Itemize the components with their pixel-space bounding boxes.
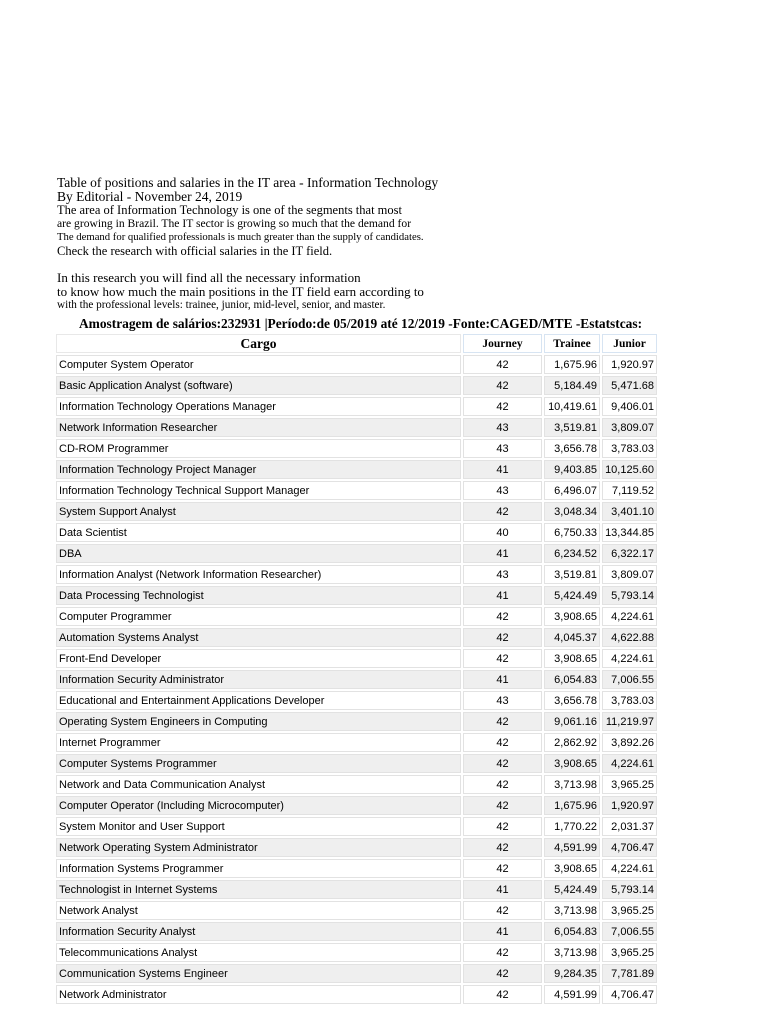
cell-junior: 4,706.47 — [602, 985, 657, 1004]
cell-trainee: 3,908.65 — [544, 859, 600, 878]
cell-trainee: 6,054.83 — [544, 670, 600, 689]
cell-journey: 42 — [463, 355, 542, 374]
table-row — [56, 418, 657, 437]
cell-cargo: Communication Systems Engineer — [56, 964, 461, 983]
cell-cargo: Network Operating System Administrator — [56, 838, 461, 857]
cell-cargo: Front-End Developer — [56, 649, 461, 668]
cell-trainee: 2,862.92 — [544, 733, 600, 752]
cell-cargo: Basic Application Analyst (software) — [56, 376, 461, 395]
table-row — [56, 712, 657, 731]
cell-cargo: Internet Programmer — [56, 733, 461, 752]
cell-journey: 43 — [463, 481, 542, 500]
cell-junior: 5,793.14 — [602, 586, 657, 605]
cell-journey: 42 — [463, 733, 542, 752]
cell-journey: 42 — [463, 901, 542, 920]
table-row — [56, 901, 657, 920]
article-byline: By Editorial - November 24, 2019 — [57, 189, 243, 204]
intro-line: with the professional levels: trainee, junior, mid-level, senior, and master. — [57, 299, 386, 311]
cell-trainee: 3,519.81 — [544, 565, 600, 584]
cell-cargo: DBA — [56, 544, 461, 563]
cell-trainee: 3,713.98 — [544, 943, 600, 962]
table-row — [56, 985, 657, 1004]
cell-trainee: 3,908.65 — [544, 649, 600, 668]
cell-trainee: 4,591.99 — [544, 985, 600, 1004]
cell-cargo: Network Administrator — [56, 985, 461, 1004]
cell-journey: 43 — [463, 439, 542, 458]
cell-junior: 4,706.47 — [602, 838, 657, 857]
cell-trainee: 3,713.98 — [544, 901, 600, 920]
cell-cargo: CD-ROM Programmer — [56, 439, 461, 458]
cell-journey: 43 — [463, 691, 542, 710]
cell-junior: 9,406.01 — [602, 397, 657, 416]
cell-junior: 4,622.88 — [602, 628, 657, 647]
cell-junior: 13,344.85 — [602, 523, 657, 542]
table-row — [56, 943, 657, 962]
cell-cargo: System Monitor and User Support — [56, 817, 461, 836]
cell-trainee: 5,184.49 — [544, 376, 600, 395]
cell-journey: 42 — [463, 964, 542, 983]
cell-journey: 42 — [463, 397, 542, 416]
header-junior: Junior — [602, 334, 657, 353]
table-caption: Amostragem de salários:232931 |Período:de 05/2019 até 12/2019 -Fonte:CAGED/MTE -Estatstcas: — [79, 316, 643, 331]
table-row — [56, 817, 657, 836]
cell-cargo: Network Analyst — [56, 901, 461, 920]
cell-junior: 7,781.89 — [602, 964, 657, 983]
cell-trainee: 3,048.34 — [544, 502, 600, 521]
table-row — [56, 628, 657, 647]
table-row — [56, 859, 657, 878]
cell-journey: 42 — [463, 376, 542, 395]
table-row — [56, 880, 657, 899]
cell-journey: 42 — [463, 607, 542, 626]
cell-junior: 3,892.26 — [602, 733, 657, 752]
cell-trainee: 3,656.78 — [544, 439, 600, 458]
intro-line: The demand for qualified professionals is much greater than the supply of candidates. — [57, 231, 424, 243]
cell-junior: 7,006.55 — [602, 922, 657, 941]
header-cargo: Cargo — [56, 334, 461, 353]
table-row — [56, 397, 657, 416]
cell-junior: 3,809.07 — [602, 565, 657, 584]
cell-cargo: Computer System Operator — [56, 355, 461, 374]
cell-cargo: Technologist in Internet Systems — [56, 880, 461, 899]
cell-junior: 6,322.17 — [602, 544, 657, 563]
cell-junior: 10,125.60 — [602, 460, 657, 479]
table-row — [56, 565, 657, 584]
cell-junior: 3,809.07 — [602, 418, 657, 437]
header-trainee: Trainee — [544, 334, 600, 353]
cell-journey: 40 — [463, 523, 542, 542]
cell-junior: 7,006.55 — [602, 670, 657, 689]
cell-trainee: 3,519.81 — [544, 418, 600, 437]
table-row — [56, 460, 657, 479]
cell-journey: 41 — [463, 922, 542, 941]
cell-junior: 1,920.97 — [602, 355, 657, 374]
cell-journey: 42 — [463, 943, 542, 962]
cell-cargo: Computer Operator (Including Microcomputer) — [56, 796, 461, 815]
table-row — [56, 376, 657, 395]
cell-trainee: 4,591.99 — [544, 838, 600, 857]
salary-table — [54, 332, 659, 1006]
cell-junior: 3,965.25 — [602, 901, 657, 920]
table-row — [56, 796, 657, 815]
cell-cargo: Data Processing Technologist — [56, 586, 461, 605]
cell-trainee: 5,424.49 — [544, 880, 600, 899]
cell-cargo: Information Security Administrator — [56, 670, 461, 689]
cell-junior: 1,920.97 — [602, 796, 657, 815]
cell-junior: 3,965.25 — [602, 775, 657, 794]
cell-trainee: 1,770.22 — [544, 817, 600, 836]
cell-journey: 42 — [463, 628, 542, 647]
cell-junior: 4,224.61 — [602, 859, 657, 878]
cell-junior: 3,783.03 — [602, 691, 657, 710]
table-row — [56, 754, 657, 773]
cell-junior: 5,793.14 — [602, 880, 657, 899]
intro-line: The area of Information Technology is one of the segments that most — [57, 203, 402, 217]
cell-junior: 3,965.25 — [602, 943, 657, 962]
cell-journey: 41 — [463, 880, 542, 899]
cell-trainee: 10,419.61 — [544, 397, 600, 416]
cell-journey: 42 — [463, 502, 542, 521]
cell-cargo: Automation Systems Analyst — [56, 628, 461, 647]
table-row — [56, 838, 657, 857]
cell-journey: 41 — [463, 586, 542, 605]
cell-cargo: Information Analyst (Network Information Researcher) — [56, 565, 461, 584]
article-intro — [57, 176, 497, 312]
cell-cargo: Educational and Entertainment Applications Developer — [56, 691, 461, 710]
cell-junior: 7,119.52 — [602, 481, 657, 500]
cell-junior: 4,224.61 — [602, 649, 657, 668]
table-row — [56, 607, 657, 626]
cell-cargo: Information Technology Operations Manager — [56, 397, 461, 416]
table-row — [56, 355, 657, 374]
cell-journey: 42 — [463, 859, 542, 878]
cell-trainee: 4,045.37 — [544, 628, 600, 647]
cell-journey: 43 — [463, 418, 542, 437]
intro-line: are growing in Brazil. The IT sector is growing so much that the demand for — [57, 217, 412, 230]
cell-trainee: 9,061.16 — [544, 712, 600, 731]
cell-cargo: Data Scientist — [56, 523, 461, 542]
cell-trainee: 3,908.65 — [544, 754, 600, 773]
table-header-row — [56, 334, 657, 353]
table-row — [56, 922, 657, 941]
table-row — [56, 649, 657, 668]
cell-trainee: 1,675.96 — [544, 796, 600, 815]
cell-cargo: Information Technology Project Manager — [56, 460, 461, 479]
cell-cargo: Information Technology Technical Support Manager — [56, 481, 461, 500]
cell-trainee: 3,908.65 — [544, 607, 600, 626]
cell-cargo: Network and Data Communication Analyst — [56, 775, 461, 794]
cell-journey: 42 — [463, 649, 542, 668]
cell-junior: 3,783.03 — [602, 439, 657, 458]
table-row — [56, 523, 657, 542]
cell-trainee: 3,656.78 — [544, 691, 600, 710]
table-row — [56, 502, 657, 521]
cell-cargo: System Support Analyst — [56, 502, 461, 521]
cell-junior: 5,471.68 — [602, 376, 657, 395]
table-row — [56, 775, 657, 794]
table-row — [56, 964, 657, 983]
table-row — [56, 691, 657, 710]
cell-junior: 11,219.97 — [602, 712, 657, 731]
header-journey: Journey — [463, 334, 542, 353]
table-row — [56, 439, 657, 458]
cell-trainee: 6,234.52 — [544, 544, 600, 563]
cell-journey: 42 — [463, 817, 542, 836]
cell-junior: 3,401.10 — [602, 502, 657, 521]
cell-trainee: 3,713.98 — [544, 775, 600, 794]
table-row — [56, 733, 657, 752]
intro-line: In this research you will find all the necessary information — [57, 270, 361, 285]
article-title: Table of positions and salaries in the IT area - Information Technology — [57, 175, 439, 190]
table-row — [56, 481, 657, 500]
cell-trainee: 6,496.07 — [544, 481, 600, 500]
cell-junior: 2,031.37 — [602, 817, 657, 836]
intro-line: Check the research with official salaries in the IT field. — [57, 244, 333, 258]
cell-journey: 42 — [463, 775, 542, 794]
table-row — [56, 544, 657, 563]
cell-journey: 42 — [463, 796, 542, 815]
cell-trainee: 6,750.33 — [544, 523, 600, 542]
cell-journey: 42 — [463, 712, 542, 731]
cell-journey: 41 — [463, 544, 542, 563]
cell-cargo: Computer Programmer — [56, 607, 461, 626]
cell-trainee: 5,424.49 — [544, 586, 600, 605]
cell-cargo: Information Systems Programmer — [56, 859, 461, 878]
cell-cargo: Network Information Researcher — [56, 418, 461, 437]
cell-cargo: Operating System Engineers in Computing — [56, 712, 461, 731]
cell-journey: 43 — [463, 565, 542, 584]
cell-cargo: Computer Systems Programmer — [56, 754, 461, 773]
cell-trainee: 6,054.83 — [544, 922, 600, 941]
cell-trainee: 9,403.85 — [544, 460, 600, 479]
cell-journey: 42 — [463, 838, 542, 857]
cell-journey: 42 — [463, 985, 542, 1004]
table-row — [56, 586, 657, 605]
table-row — [56, 670, 657, 689]
cell-journey: 42 — [463, 754, 542, 773]
cell-journey: 41 — [463, 670, 542, 689]
cell-trainee: 9,284.35 — [544, 964, 600, 983]
cell-cargo: Telecommunications Analyst — [56, 943, 461, 962]
cell-trainee: 1,675.96 — [544, 355, 600, 374]
intro-line: to know how much the main positions in the IT field earn according to — [57, 284, 424, 299]
cell-junior: 4,224.61 — [602, 754, 657, 773]
cell-journey: 41 — [463, 460, 542, 479]
cell-cargo: Information Security Analyst — [56, 922, 461, 941]
cell-junior: 4,224.61 — [602, 607, 657, 626]
